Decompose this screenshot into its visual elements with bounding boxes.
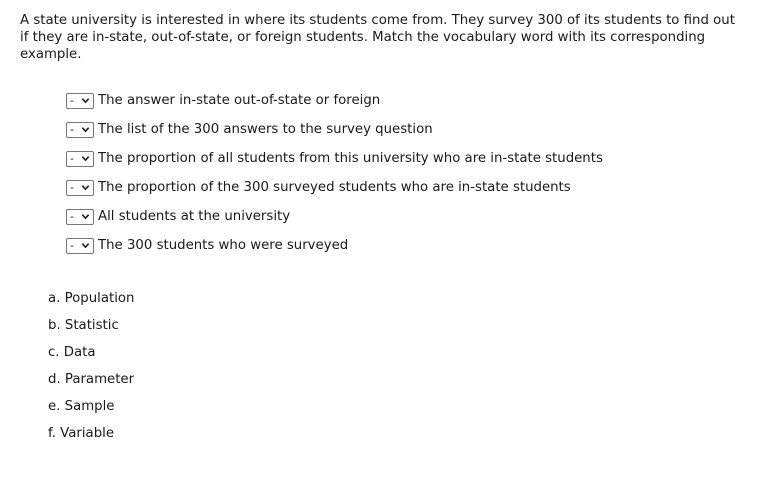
answer-select[interactable] (66, 93, 94, 109)
matching-row (66, 202, 603, 231)
matching-item-text: The answer in-state out-of-state or foreign (98, 93, 381, 108)
chevron-down-icon (81, 125, 90, 134)
question-prompt: A state university is interested in where its students come from. They survey 300 of its students to find out if they are in-state, out-of-state, or foreign students. Match the vocabulary word with its corresponding example. (20, 13, 735, 62)
chevron-down-icon (81, 154, 90, 163)
answer-select[interactable] (66, 151, 94, 167)
select-value: - (70, 123, 74, 136)
matching-item-text: The proportion of the 300 surveyed students who are in-state students (98, 180, 571, 195)
chevron-down-icon (81, 183, 90, 192)
answer-option-d: d. Parameter (48, 372, 135, 387)
matching-item-text: All students at the university (98, 209, 291, 224)
matching-item-text: The 300 students who were surveyed (98, 238, 349, 253)
matching-row (66, 231, 603, 260)
answer-select[interactable] (66, 238, 94, 254)
answer-option-f: f. Variable (48, 426, 115, 441)
answer-select[interactable] (66, 180, 94, 196)
matching-item-text: The list of the 300 answers to the survey question (98, 122, 433, 137)
answer-select[interactable] (66, 209, 94, 225)
answer-option-a: a. Population (48, 291, 135, 306)
matching-list (66, 86, 603, 260)
select-value: - (70, 152, 74, 165)
select-value: - (70, 210, 74, 223)
matching-row (66, 144, 603, 173)
matching-row (66, 115, 603, 144)
matching-item-text: The proportion of all students from this university who are in-state students (98, 151, 603, 166)
select-value: - (70, 94, 74, 107)
select-value: - (70, 239, 74, 252)
answer-option-e: e. Sample (48, 399, 115, 414)
answer-select[interactable] (66, 122, 94, 138)
matching-row (66, 173, 603, 202)
chevron-down-icon (81, 212, 90, 221)
chevron-down-icon (81, 241, 90, 250)
matching-row (66, 86, 603, 115)
answer-option-b: b. Statistic (48, 318, 119, 333)
answer-options-list (48, 287, 134, 449)
chevron-down-icon (81, 96, 90, 105)
select-value: - (70, 181, 74, 194)
answer-option-c: c. Data (48, 345, 96, 360)
